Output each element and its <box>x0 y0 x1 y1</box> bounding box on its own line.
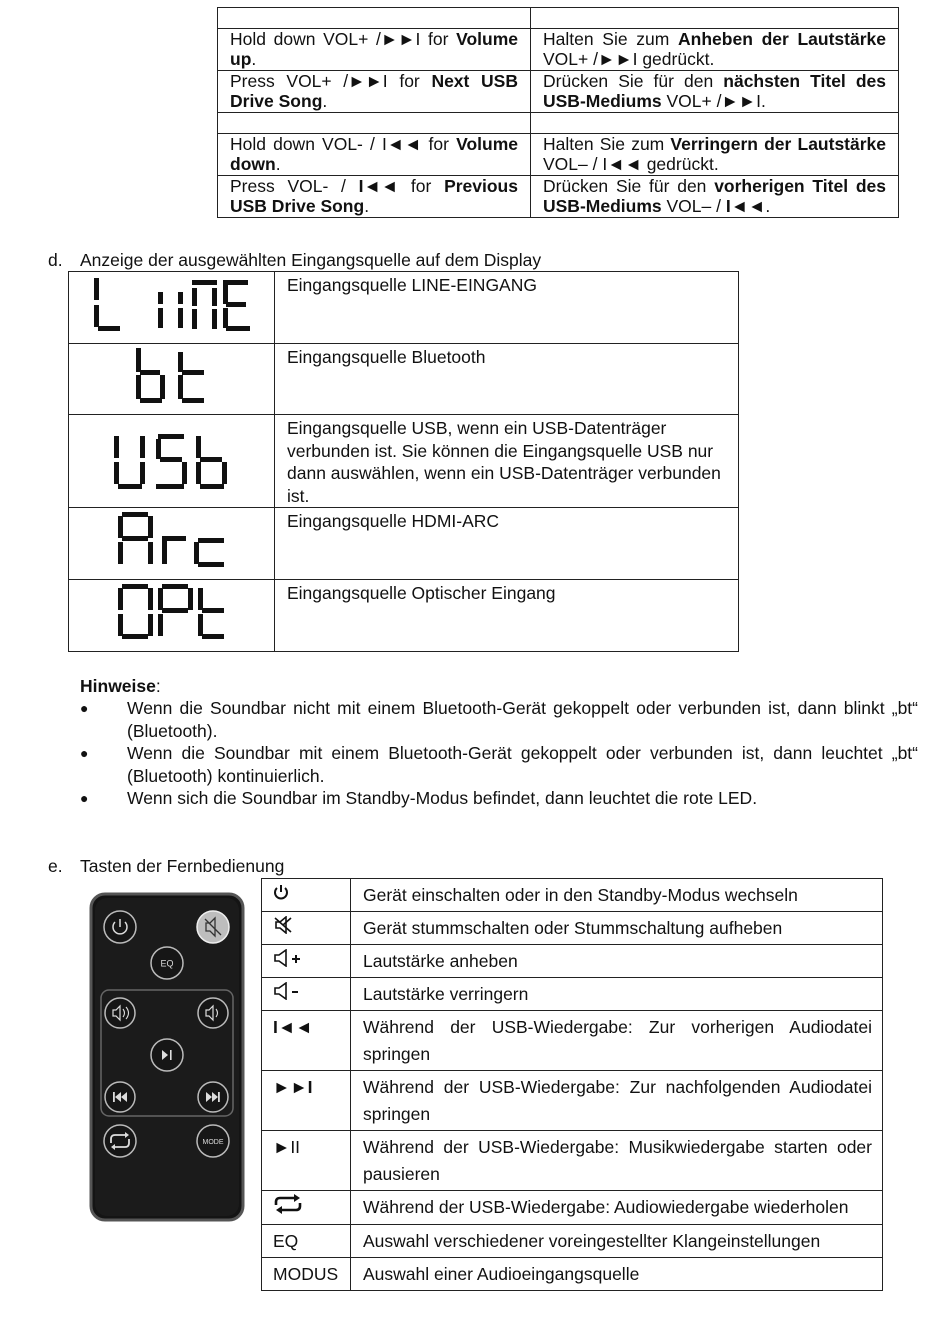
key-eq: EQ <box>262 1225 351 1258</box>
remote-previous-button[interactable] <box>105 1082 135 1112</box>
section-d-heading: d. Anzeige der ausgewählten Eingangsquelle auf dem Display <box>48 250 542 270</box>
note-item: ● Wenn die Soundbar mit einem Bluetooth-Gerät gekoppelt oder verbunden ist, dann leuchtet „bt“ (Bluetooth) kontinuierlich. <box>80 743 918 786</box>
note-item: ● Wenn sich die Soundbar im Standby-Modus befindet, dann leuchtet die rote LED. <box>80 788 758 808</box>
key-repeat <box>262 1191 351 1225</box>
remote-power-button[interactable] <box>104 911 136 943</box>
remote-volume-down-button[interactable] <box>198 998 228 1028</box>
remote-mode-button[interactable] <box>197 1125 229 1157</box>
repeat-icon <box>273 1194 303 1214</box>
notes-title: Hinweise: <box>80 676 161 696</box>
remote-eq-button[interactable] <box>151 947 183 979</box>
display-arc-text: Eingangsquelle HDMI-ARC <box>275 508 739 580</box>
display-table <box>68 271 739 652</box>
bullet-icon: ● <box>80 790 89 806</box>
remote-play-pause-button[interactable] <box>151 1039 183 1071</box>
seg-display-opt-icon <box>116 580 228 642</box>
key-mute <box>262 912 351 945</box>
remote-volume-up-button[interactable] <box>105 998 135 1028</box>
display-bt <box>69 344 275 415</box>
display-usb-text: Eingangsquelle USB, wenn ein USB-Datenträger verbunden ist. Sie können die Eingangsquelle USB nur dann auswählen, wenn ein USB-Datenträger verbunden ist. <box>275 415 739 508</box>
row1-en: Hold down VOL+ /►►I for Volume up. <box>218 29 531 71</box>
display-bt-text: Eingangsquelle Bluetooth <box>275 344 739 415</box>
display-line-text: Eingangsquelle LINE-EINGANG <box>275 272 739 344</box>
note-item: ● Wenn die Soundbar nicht mit einem Bluetooth-Gerät gekoppelt oder verbunden ist, dann blinkt „bt“ (Bluetooth). <box>80 698 918 741</box>
mute-icon <box>273 916 293 934</box>
key-modus: MODUS <box>262 1258 351 1291</box>
row2-en: Press VOL+ /►►I for Next USB Drive Song. <box>218 71 531 113</box>
key-power <box>262 879 351 912</box>
seg-display-usb-icon <box>112 430 232 492</box>
row2-de: Drücken Sie für den nächsten Titel des USB-Mediums VOL+ /►►I. <box>531 71 899 113</box>
key-volume-up <box>262 945 351 978</box>
row3-en: Hold down VOL- / I◄◄ for Volume down. <box>218 134 531 176</box>
volume-up-icon <box>273 949 303 967</box>
bullet-icon: ● <box>80 745 89 761</box>
remote-buttons-table: Gerät einschalten oder in den Standby-Modus wechseln Gerät stummschalten oder Stummschaltung aufheben Lautstärke anheben Lautstärke verringern I◄◄ Während der USB-Wiedergabe: Zur vorherigen Audiodatei springen ►►I Während der USB-Wiedergabe: Zur nachfolgenden Audiodatei springen ►II Während der USB-Wiedergabe: Musikwiedergabe starten oder pausieren Während der USB-Wiedergabe: Audiowiedergabe wiederholen EQ Auswahl verschiedener voreingestellter Klangeinstellungen MODUS Auswahl einer Audioeingangsquelle <box>261 878 883 1291</box>
display-opt <box>69 580 275 652</box>
display-line <box>69 272 275 344</box>
remote-control-illustration <box>89 892 245 1222</box>
display-arc <box>69 508 275 580</box>
seg-display-line-icon <box>92 272 252 334</box>
remote-repeat-button[interactable] <box>104 1125 136 1157</box>
remote-mode-label: MODE <box>202 1139 224 1146</box>
volume-down-icon <box>273 982 303 1000</box>
seg-display-arc-icon <box>116 508 228 570</box>
remote-eq-label: EQ <box>160 958 174 969</box>
bullet-icon: ● <box>80 700 89 716</box>
key-volume-down <box>262 978 351 1011</box>
remote-mute-button[interactable] <box>197 911 229 943</box>
row4-de: Drücken Sie für den vorherigen Titel des USB-Mediums VOL– / I◄◄. <box>531 176 899 218</box>
remote-next-button[interactable] <box>198 1082 228 1112</box>
row1-de: Halten Sie zum Anheben der Lautstärke VOL+ /►►I gedrückt. <box>531 29 899 71</box>
previous-icon: I◄◄ <box>262 1011 351 1071</box>
seg-display-bt-icon <box>132 344 212 406</box>
control-table <box>217 7 899 218</box>
row4-en: Press VOL- / I◄◄ for Previous USB Drive Song. <box>218 176 531 218</box>
next-icon: ►►I <box>262 1071 351 1131</box>
section-e-heading: e. Tasten der Fernbedienung <box>48 856 285 876</box>
row3-de: Halten Sie zum Verringern der Lautstärke VOL– / I◄◄ gedrückt. <box>531 134 899 176</box>
display-usb <box>69 415 275 508</box>
display-opt-text: Eingangsquelle Optischer Eingang <box>275 580 739 652</box>
play-pause-icon: ►II <box>262 1131 351 1191</box>
power-icon <box>273 883 289 901</box>
